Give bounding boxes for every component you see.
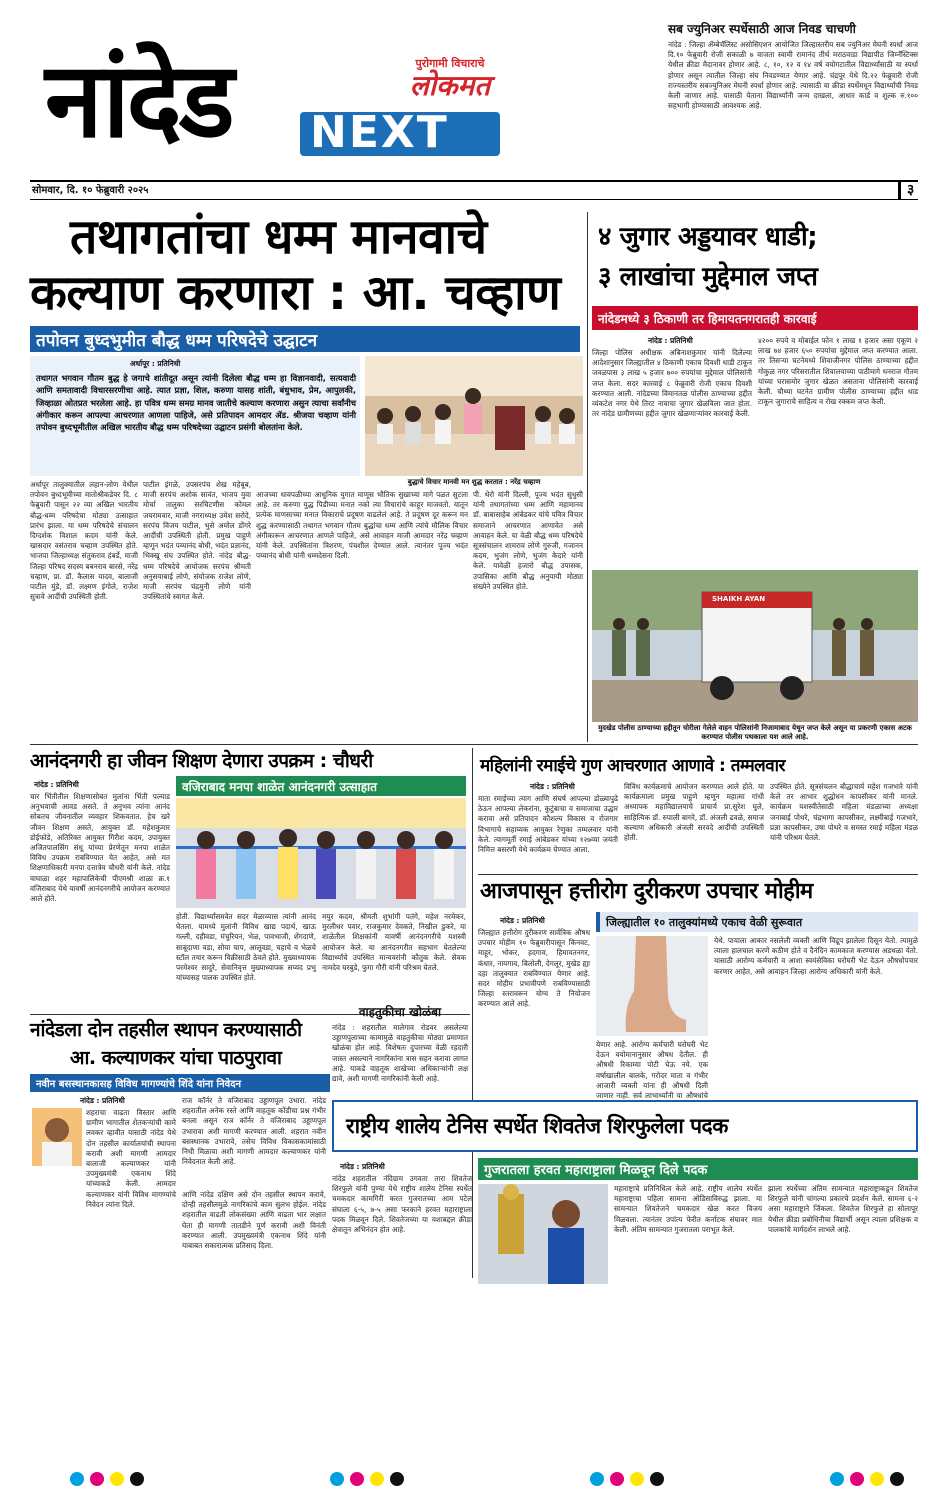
anandnagari-photo — [176, 798, 466, 908]
tahsil-col-1: शहराचा वाढता विस्तार आणि ग्रामीण भागातील शेतकऱ्यांची कामे लवकर व्हावीत यासाठी नांदेड येथे दोन तहसील कार्यालयांची स्थापना करावी अशी मागणी आमदार बालाजी कल्याणकर यांनी उपमुख्यमंत्री एकनाथ शिंदे यांच्याकडे केली. आमदार कल्याणकर यांनी विविध मागण्यांचे निवेदन त्यांना दिले. — [86, 1108, 176, 1209]
reg-mark-yellow — [110, 1472, 124, 1486]
stage-photo-illustration — [365, 356, 583, 476]
ramai-col-2: विविध कार्यक्रमाचे आयोजन करण्यात आले होते. या कार्यक्रमाला प्रमुख पाहुणे म्हणून महात्मा गांधी अध्यापक महाविद्यालयाचे प्राचार्य प्रा.सुरेश घुले, साहित्यिक डॉ. रुपाली बागरे, डॉ. अंजली ढवळे, समाज कल्याण अधिकारी अंजली सरवदे आदींची उपस्थिती होती. — [624, 782, 764, 843]
lead-col-4: पी. थेरो यांनी दिल्ली, पूज्य भदंत सुधुसी यांनी तथागतांच्या धम्म आणि महामानव डॉ. बाबासाहेब आंबेडकर यांचे पवित्र विचार समाजाने आचरणात आणावेत असे आवाहन केले. या वेळी बौद्ध धम्म परिषदेचे सूत्रसंचालन शामराव लोणे गुरुजी, गजानन कदम, भुजंग लोणे, भुजंग केदारे यांनी केले. यावेळी हजारो बौद्ध उपासक, उपासिका आणि बौद्ध अनुयायी मोठ्या संख्येने उपस्थित होते. — [473, 490, 583, 591]
top-brief — [668, 22, 918, 170]
next-text: NEXT — [310, 107, 449, 158]
lead-intro: तथागत भगवान गौतम बुद्ध हे जगाचे शांतीदूत असून त्यांनी दिलेला बौद्ध धम्म हा विज्ञानवादी, सत्यवादी आणि समतावादी विचारसरणीचा आहे. त्यात प्रज्ञा, शिल, करुणा यासह शांती, बंधुभाव, प्रेम, आपुलकी, जिव्हाळा ओतप्रत भरलेला आहे. हा पवित्र धम्म समग्र मानव जातीचे कल्याण करणारा असुन त्याचा सर्वांनीच अंगीकार करून आपल्या आचरणात आणला पाहिजे, असे प्रतिपादन आमदार ॲड. श्रीजया चव्हाण यांनी तपोवन बुध्दभूमीतील अखिल भारतीय बौद्ध धम्म परिषदेच्या उद्घाटन प्रसंगी बोलतांना केले. — [36, 373, 356, 433]
tennis-col-1: नांदेड शहरातील नंदिग्राम उगवता तारा शिवतेज शिरफुले यांनी पुण्या येथे राष्ट्रीय शालेय टेनिस स्पर्धेत चमकदार कामगिरी करत गुजरातच्या आम पटेल संघाला ६-५, ७-५ असा फरकाने हरवत महाराष्ट्राला पदक मिळवून दिले. शिवतेजच्या या यशाबद्दल क्रीडा क्षेत्रातून अभिनंदन होत आहे. — [332, 1174, 472, 1235]
divider-h1 — [30, 744, 918, 745]
tahsil-headline-2: आ. कल्याणकर यांचा पाठपुरावा — [70, 1047, 282, 1069]
brand-tag: पुरोगामी विचाराचे — [415, 57, 485, 70]
reg-mark-cyan — [70, 1472, 84, 1486]
raid-headline-2: ३ लाखांचा मुद्देमाल जप्त — [598, 262, 818, 292]
raid-subheading: नांदेडमध्ये ३ ठिकाणी तर हिमायतनगरातही कारवाई — [592, 306, 918, 330]
lead-subheading: तपोवन बुध्दभुमीत बौद्ध धम्म परिषदेचे उद्घाटन — [30, 326, 580, 352]
divider-h2 — [478, 874, 918, 875]
raid-headline-1: ४ जुगार अड्डयावर धाडी; — [598, 222, 818, 252]
brand-name: लोकमत — [409, 69, 491, 102]
reg-mark-black — [130, 1472, 144, 1486]
reg-mark-cyan-4 — [830, 1472, 844, 1486]
reg-mark-cyan-2 — [330, 1472, 344, 1486]
reg-mark-yellow-4 — [870, 1472, 884, 1486]
reg-mark-black-2 — [390, 1472, 404, 1486]
lead-headline-2: कल्याण करणारा : आ. चव्हाण — [30, 265, 561, 321]
portrait-illustration — [32, 1108, 82, 1166]
tennis-byline: नांदेड : प्रतिनिधी — [340, 1162, 385, 1171]
raid-photo — [592, 570, 918, 722]
traffic-sidebar-title: वाहतुकीचा खोळंबा — [358, 1005, 442, 1019]
anandnagari-col-3: मयुर कदम, श्रीमती शुभांगी पतंगे, महेश नरमेकर, मुरलीधर पवार, राजकुमार देवकते, निखील डुकरे, या शाळेतील शिक्षकांनी यावर्षी आनंदनगरीचे यशस्वी आयोजन केले. या आनंदनगरीत सहभाग घेतलेल्या विद्यार्थ्यांचे उपस्थित मान्यवरांनी कौतुक केले. सेवक नामदेव घरबुडे, फुगा गौरी यांनी परिश्रम घेतले. — [322, 912, 466, 973]
top-brief-headline: सब ज्युनिअर स्पर्धेसाठी आज निवड चाचणी — [668, 22, 856, 36]
anandnagari-subheading: वजिराबाद मनपा शाळेत आनंदनगरी उत्साहात — [176, 776, 466, 796]
trophy-player-illustration — [478, 1184, 608, 1284]
ribbon-cutting-illustration — [176, 798, 466, 908]
tahsil-col-3: आणि नांदेड दक्षिण असे दोन तहसील स्थापन करावे, दोन्ही तहसीलमुळे नागरिकांचे काम सुलभ होईल. नांदेड शहरातील वाढती लोकसंख्या आणि वाढता भार लक्षात घेता ही मागणी तातडीने पूर्ण करावी अशी विनंती करण्यात आली. उपमुख्यमंत्री एकनाथ शिंदे यांनी याबाबत सकारात्मक प्रतिसाद दिला. — [182, 1190, 326, 1251]
hattirog-subheading: जिल्ह्यातील १० तालुक्यांमध्ये एकाच वेळी सुरूवात — [596, 912, 918, 932]
lead-headline-1: तथागतांचा धम्म मानवाचे — [70, 209, 487, 265]
anandnagari-col-2: होती. विद्यार्थ्यांसमवेत सदर मेळाव्यास त्यांनी आनंद घेतला. यामध्ये मुलांनी विविध खाद्य पदार्थ, खाऊ गल्ली, दहीवडा, मंचुरियन, भेळ, पावभाजी, शेंगदाणे, साबूदाणा वडा, सोया चाप, आलूवडा, चहाचे व भेळचे स्टॉल तयार करून विक्रीसाठी ठेवले होते. मुख्याध्यापक परमेश्वर सादुरे, सेवानिवृत्त मुख्याध्यापक सय्यद प्रभु यांच्यासह पालक उपस्थित होते. — [176, 912, 316, 983]
truck-text: SHAIKH AYAN — [712, 595, 766, 603]
divider-lead-raid — [587, 212, 588, 742]
tahsil-col-2: राज कॉर्नर ते वजिराबाद उड्डाणपूल उभारा. नांदेड शहरातील अनेक रस्ते आणि वाहतूक कोंडीचा प्रश्न गंभीर बनला असून राज कॉर्नर ते वजिराबाद उड्डाणपूल उभारावा अशी मागणी करण्यात आली. शहरात नवीन बसस्थानक उभारावे, तसेच विविध विकासकामांसाठी निधी मिळावा अशी मागणी आमदार कल्याणकर यांनी निवेदनात केली आहे. — [182, 1096, 326, 1167]
raid-byline: नांदेड : प्रतिनिधी — [648, 336, 693, 345]
date-line: सोमवार, दि. १० फेब्रुवारी २०२५ — [32, 185, 149, 196]
ramai-col-1: माता रमाईच्या त्याग आणि संघर्ष आपल्या डोळ्यापुढे ठेऊन आपल्या लेकरांना, कुटुंबाचा व समाजाचा उद्धार करावा असे प्रतिपादन कौशल्य विकास व रोजगार विभागाचे सहाय्यक आयुक्त रेणुका तम्मलवार यांनी केले. त्यागमूर्ती रमाई आंबेडकर यांच्या १२७व्या जयंती निमित्त बसरणी येथे कार्यक्रम घेण्यात आला. — [478, 794, 618, 855]
brand-logo — [375, 56, 525, 106]
tahsil-subheading: नवीन बसस्थानकासह विविध मागण्यांचे शिंदे यांना निवेदन — [30, 1074, 330, 1092]
lead-col-3: आजच्या धावपळीच्या आधुनिक युगात माणूस भौतिक सुखाच्या मागे पळत सुटला आहे. तर करुणा युद्ध पिडीच्या मनात नको त्या विचारांचे काहूर माजवतो. यातून प्रत्येक माणसाच्या मनात विकाराचे प्रदूषण वाढलेलं आहे. ते प्रदूषण दूर करून मन शुद्ध करण्यासाठी तथागत भगवान गौतम बुद्धांचा धम्म आणि त्यांचे मौलिक विचार अंगीकारून आचरणात आणले पाहिजे, असे आवाहन माजी आमदार नरेंद्र चव्हाण यांनी केले. उपस्थितांना त्रिशरण, पंचशील देण्यात आले. त्यानंतर पूज्य भदंत पय्यानंद बोधी यांनी धम्मदेसना दिली. — [256, 490, 468, 561]
ramai-byline: नांदेड : प्रतिनिधी — [530, 782, 575, 791]
masthead-title: नांदेड — [45, 39, 232, 161]
lead-col-1: अर्धापूर तालुक्यातील लहान-लोण येथील तपोवन बुध्दभूमीच्या मातोश्रीकडेवर दि. ८ फेब्रुवारी पासून २२ व्या अखिल भारतीय बौद्ध-धम्म परिषदेचा मोठ्या उत्साहात प्रारंभ झाला. या धम्म परिषदेचे संचालन दिग्दर्शक विशाल कदम यांनी केले. खासदार वसंतराव चव्हाण उपस्थित होते. भाजपा जिल्हाध्यक्ष संतुकराव हंबर्डे, माजी जिल्हा परिषद सदस्य बबनराव बारसे, नरेंद्र चव्हाण, प्रा. डॉ. कैलास यादव, बालाजी पाटील मुंडे, डॉ. लक्ष्मण इंगोले, राजेश सुत्रावे आदींची उपस्थिती होती. — [30, 480, 138, 602]
leg-illustration — [596, 936, 708, 1036]
tahsil-byline: नांदेड : प्रतिनिधी — [80, 1096, 125, 1105]
hattirog-col-2: येणार आहे. आरोग्य कर्मचारी घरोघरी भेट देऊन वयोमानानुसार औषध देतील. ही औषधी रिकाम्या पोटी घेऊ नये. एक वर्षाखालील बालके, गरोदर माता व गंभीर आजारी व्यक्ती यांना ही औषधी दिली जाणार नाही. सर्व लाभार्थ्यांनी या औषधांचे — [596, 1040, 708, 1101]
tennis-photo — [478, 1184, 608, 1284]
hattirog-col-1: जिल्ह्यात हत्तीरोग दुरीकरण सार्वत्रिक औषध उपचार मोहीम १० फेब्रुवारीपासून किनवट, माहूर, भोकर, हदगाव, हिमायतनगर, कंधार, नायगाव, बिलोली, देगलूर, मुखेड ह्या दहा तालुक्यात राबविण्यात येणार आहे. सदर मोहीम प्रभावीपणे राबविण्यासाठी जिल्हा स्तरावरून योग्य ते नियोजन करण्यात आले आहे. — [478, 928, 590, 1009]
police-truck-illustration — [592, 570, 918, 722]
reg-mark-magenta-4 — [850, 1472, 864, 1486]
top-brief-body: नांदेड : जिल्हा ॲम्बेचॅलिस्ट असोसिएशन आयोजित जिल्हास्तरीय सब ज्युनिअर मेघनी स्पर्धा आज दि.१० फेब्रुवारी रोजी सकाळी ७ वाजता स्वामी रामानंद तीर्थ मराठवाडा विद्यापीठ जिम्नॅस्टिक्स येथील क्रीडा मैदानावर होणार आहे. ८, १०, १२ व १४ वर्ष वयोगटातील विद्यार्थ्यांसाठी या स्पर्धा होणार असून त्यातील जिल्हा संघ निवडण्यात येणार आहे. चंद्रपूर येथे दि.२२ फेब्रुवारी रोजी राज्यस्तरीय सबज्युनिअर मेघनी स्पर्धा होणार आहे. त्यासाठी या क्रीडा स्पर्धेमधून विद्यार्थ्यांची निवड केली जाणार आहे. यासाठी येताना विद्यार्थ्यांनी जन्म दाखला, आधार कार्ड व शुल्क रु.१०० सहभागी होण्यासाठी आवश्यक आहे. — [668, 40, 918, 111]
divider-mid — [472, 748, 473, 1278]
reg-mark-magenta-3 — [610, 1472, 624, 1486]
traffic-sidebar-body: नांदेड : शहरातील मालेगाव रोडवर असलेल्या उड्डाणपुलाच्या कामामुळे वाहतुकीचा मोठ्या प्रमाणात खोळंबा होत आहे. विशेषतः दुपारच्या वेळी रहदारी जास्त असल्याने नागरिकांना त्रास सहन करावा लागत आहे. याकडे वाहतूक शाखेच्या अधिकाऱ्यांनी लक्ष द्यावे, अशी मागणी नागरिकांनी केली आहे. — [332, 1023, 468, 1084]
raid-col-2: ४२०० रुपये व मोबाईल फोन १ लाख १ हजार असा एकूण २ लाख ७४ हजार ६५० रुपयांचा मुद्देमाल जप्त करण्यात आला. तर तिसऱ्या घटनेमध्ये शिवाजीनगर पोलिस ठाण्याच्या हद्दीत गोकुळ नगर परिसरातील शिवालयाच्या पाठीमागे धनराज गौतम यांच्या घरासमोर जुगार खेळत असताना पोलिसांनी कारवाई केली. चौथ्या घटनेत ग्रामीण पोलीस ठाण्याच्या हद्दीत धाड टाकून जुगाराचे साहित्य व रोख रक्कम जप्त केली. — [758, 336, 918, 407]
lead-col-2: पाटील इंगळे, उपसरपंच शेख महेबूब, माजी सरपंच अशोक सावंत, भाजप युवा मोर्चा तालुका सरचिटणीस कोमल जयरामवार, माजी नगराध्यक्ष उमेश सरोदे, सरपंच विजय पाटील, भुसे अमोल डोंगरे आदींची उपस्थिती होती. प्रमुख पाहुणे म्हणून भदंत पय्यानंद बोधी, भदंत प्रज्ञानंद, भिक्खू संघ उपस्थित होते. नांदेड बौद्ध-धम्म परिषदेचे आयोजक सरपंच श्रीमती अनुसयाबाई लोणे, संयोजक राजेश लोणे, माजी सरपंच चंद्रमुनी लोणे यांनी उपस्थितांचे स्वागत केले. — [143, 480, 251, 602]
reg-mark-yellow-3 — [630, 1472, 644, 1486]
hattirog-byline: नांदेड : प्रतिनिधी — [500, 916, 545, 925]
print-color-bar — [30, 1470, 918, 1490]
reg-mark-yellow-2 — [370, 1472, 384, 1486]
reg-mark-black-4 — [890, 1472, 904, 1486]
tennis-col-2: महाराष्ट्राचे प्रतिनिधित्व केले आहे. राष्ट्रीय शालेय स्पर्धेत महाराष्ट्राचा पहिला सामना ओडिसाविरुद्ध झाला. या सामन्यात शिवतेजने चमकदार खेळ करत विजय मिळवला. त्यानंतर उपांत्य फेरीत कर्नाटक संघावर मात केली. अंतिम सामन्यात गुजरातला पराभूत केले. — [614, 1184, 762, 1234]
tennis-headline: राष्ट्रीय शालेय टेनिस स्पर्धेत शिवतेज शिरफुलेला पदक — [346, 1114, 728, 1138]
anandnagari-headline: आनंदनगरी हा जीवन शिक्षण देणारा उपक्रम : चौधरी — [30, 750, 373, 772]
page-number: ३ — [898, 181, 914, 199]
reg-mark-magenta-2 — [350, 1472, 364, 1486]
hattirog-col-3: येथे. पायाला आकार नसलेली व्यक्ती आणि विद्रूप झालेला दिसून येतो. त्यामुळे त्याला हालचाल करणे कठीण होते व दैनंदिन कामकाज करण्यास अडथळा येतो. यासाठी आरोग्य कर्मचारी व आशा स्वयंसेविका घरोघरी भेट देऊन औषधोपचार करणार आहेत, असे आवाहन जिल्हा आरोग्य अधिकारी यांनी केले. — [714, 936, 918, 976]
date-bar — [30, 180, 918, 200]
lead-byline: अर्धापूर : प्रतिनिधी — [130, 359, 181, 368]
ramai-headline: महिलांनी रमाईचे गुण आचरणात आणावे : तम्मलवार — [480, 756, 785, 776]
lead-photo — [365, 356, 583, 476]
anandnagari-byline: नांदेड : प्रतिनिधी — [34, 780, 79, 789]
mla-photo — [32, 1108, 82, 1166]
lead-photo-caption: बुद्धाचे विचार मानवी मन शुद्ध करतात : नरेंद्र चव्हाण — [407, 478, 541, 486]
tennis-col-3: झाला स्पर्धेच्या अंतिम सामन्यात महाराष्ट्राकडून शिवतेज शिरफुले यांनी चांगल्या प्रकारचे प्रदर्शन केले. सामना ६-२ असा महाराष्ट्राने जिंकला. शिवतेज शिरफुले हा सोलापूर येथील क्रीडा प्रबोधिनीचा विद्यार्थी असून त्याला प्रशिक्षक व पालकांचे मार्गदर्शन लाभले आहे. — [768, 1184, 918, 1234]
hattirog-headline: आजपासून हत्तीरोग दुरीकरण उपचार मोहीम — [480, 879, 813, 904]
reg-mark-cyan-3 — [590, 1472, 604, 1486]
reg-mark-black-3 — [650, 1472, 664, 1486]
anandnagari-col-1: चार भिंतीतील शिक्षणासोबत मुलांना भिंती पल्याड अनुभवाची आवड असते. ते अनुभव त्यांना आनंद सोबतच जीवनातील व्यवहार शिकवतात. हेच खरे जीवन शिक्षण असते, आयुक्त डॉ. महेशकुमार डोईफोडे, अतिरिक्त आयुक्त गिरीश कदम, उपायुक्त अजितपालसिंग संधू यांच्या प्रेरणेतून मनपा शाळेत विविध उपक्रम राबविण्यात येत आहेत, असे मत शिक्षणाधिकारी मनपा दत्तात्रेय चौधरी यांनी केले. नांदेड वाघाळा शहर महापालिकेची पीएमश्री शाळा क्र.१ वजिराबाद येथे यावर्षी आनंदनगरीचे आयोजन करण्यात आले होते. — [30, 792, 170, 904]
raid-col-1: जिल्हा पोलिस अधीक्षक अबिनाशकुमार यांनी दिलेल्या आदेशानुसार जिल्ह्यातील ४ ठिकाणी एकाच दिवशी धाडी टाकून जवळपास ३ लाख ५ हजार ७०० रुपयांचा मुद्देमाल पोलिसांनी जप्त केला. सदर कारवाई ८ फेब्रुवारी रोजी एकाच दिवशी करण्यात आली. नांदेडच्या विमानतळ पोलीस ठाण्याच्या हद्दीत व्यंकटेश नगर येथे तिरट नावाचा जुगार खेळविला जात होता. तर नांदेड ग्रामीणच्या हद्दीत जुगार खेळणाऱ्यांवर कारवाई केली. — [592, 348, 752, 419]
tahsil-headline-1: नांदेडला दोन तहसील स्थापन करण्यासाठी — [30, 1019, 302, 1041]
tennis-subheading: गुजरातला हरवत महाराष्ट्राला मिळवून दिले पदक — [478, 1158, 918, 1180]
ramai-col-3: उपस्थित होते. सूत्रसंचलन बौद्धाचार्य महेश गजभारे यांनी केले तर आभार शुद्धोधन कापसीकर यांनी मानले. कार्यक्रम यशस्वीतेसाठी महिला मंडळाच्या अध्यक्षा जनाबाई पोथरे, चंद्रभागा कापसीकर, लक्ष्मीबाई गजभारे, प्रज्ञा कापसीकर, उषा पोथरे व समस्त रमाई महिला मंडळ यांनी परिश्रम घेतले. — [770, 782, 918, 843]
hattirog-photo — [596, 936, 708, 1036]
raid-photo-caption: मुदखेड पोलीस ठाण्याच्या हद्दीतून चोरीला गेलेले वाहन पोलिसांनी निजामाबाद येथून जप्त केले असून या प्रकरणी एकास अटक करण्यात पोलीस पथकाला यश आले आहे. — [598, 724, 912, 741]
reg-mark-magenta — [90, 1472, 104, 1486]
